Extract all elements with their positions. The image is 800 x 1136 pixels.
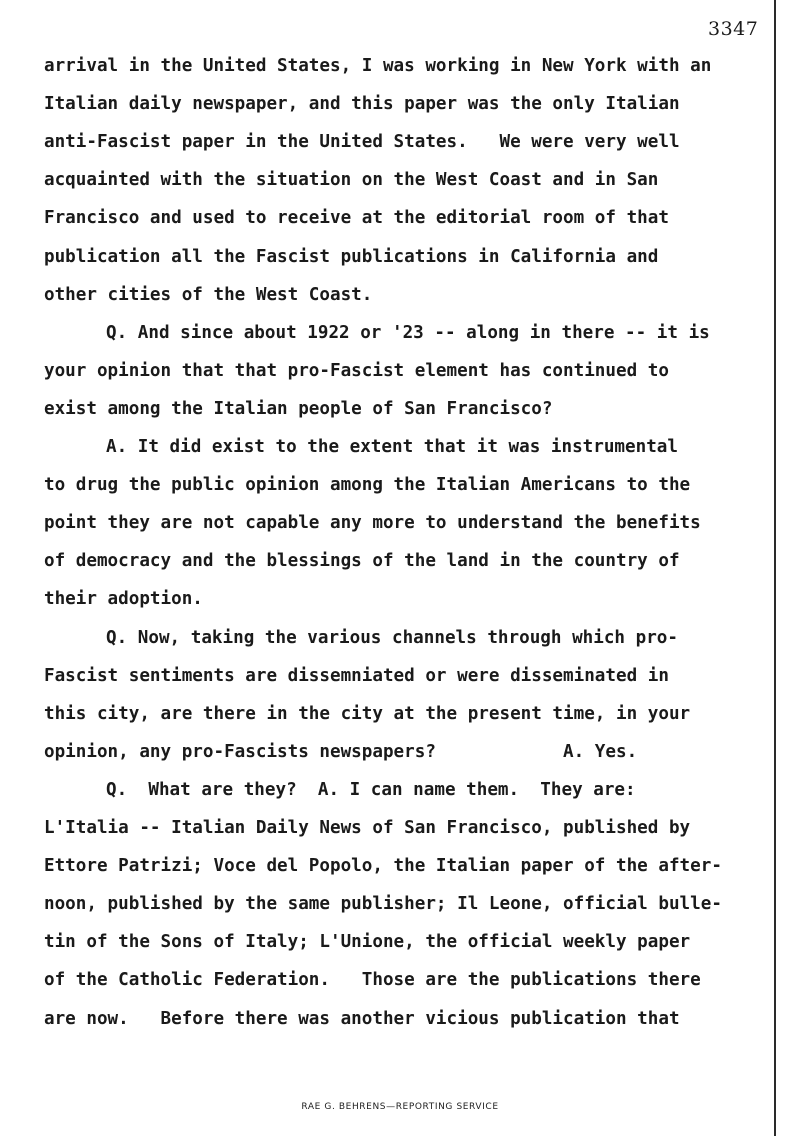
transcript-line: Q. Now, taking the various channels through which pro- <box>106 627 678 648</box>
transcript-line: L'Italia -- Italian Daily News of San Francisco, published by <box>44 818 691 838</box>
transcript-line: your opinion that that pro-Fascist element has continued to <box>44 360 669 381</box>
transcript-line: this city, are there in the city at the present time, in your <box>44 703 691 724</box>
reporter-footer: RAE G. BEHRENS—REPORTING SERVICE <box>301 1102 499 1112</box>
transcript-line: of democracy and the blessings of the land in the country of <box>44 551 680 572</box>
transcript-line: their adoption. <box>44 589 203 610</box>
transcript-line: Fascist sentiments are dissemniated or were disseminated in <box>44 665 669 686</box>
transcript-line: to drug the public opinion among the Italian Americans to the <box>44 475 691 496</box>
transcript-line: anti-Fascist paper in the United States. We were very well <box>44 132 680 153</box>
transcript-line: Francisco and used to receive at the editorial room of that <box>44 208 669 229</box>
transcript-line: Italian daily newspaper, and this paper was the only Italian <box>44 94 680 115</box>
transcript-line: A. It did exist to the extent that it was instrumental <box>106 437 678 457</box>
transcript-line: are now. Before there was another vicious publication that <box>44 1008 680 1029</box>
page-number: 3347 <box>708 18 759 40</box>
transcript-line: opinion, any pro-Fascists newspapers? A. Yes. <box>44 741 638 762</box>
transcript-line: noon, published by the same publisher; Il Leone, official bulle- <box>44 894 722 915</box>
transcript-line: exist among the Italian people of San Francisco? <box>44 398 553 419</box>
transcript-line: point they are not capable any more to understand the benefits <box>44 513 701 534</box>
transcript-line: acquainted with the situation on the West Coast and in San <box>44 170 659 191</box>
transcript-line: tin of the Sons of Italy; L'Unione, the official weekly paper <box>44 932 691 953</box>
transcript-line: Ettore Patrizi; Voce del Popolo, the Italian paper of the after- <box>44 856 722 877</box>
right-margin-rule <box>774 0 776 1136</box>
transcript-line: Q. What are they? A. I can name them. They are: <box>106 779 636 800</box>
transcript-line: arrival in the United States, I was working in New York with an <box>44 56 712 76</box>
transcript-line: other cities of the West Coast. <box>44 284 373 305</box>
transcript-line: of the Catholic Federation. Those are the publications there <box>44 970 701 991</box>
transcript-line: publication all the Fascist publications in California and <box>44 246 659 267</box>
transcript-line: Q. And since about 1922 or '23 -- along in there -- it is <box>106 322 710 343</box>
